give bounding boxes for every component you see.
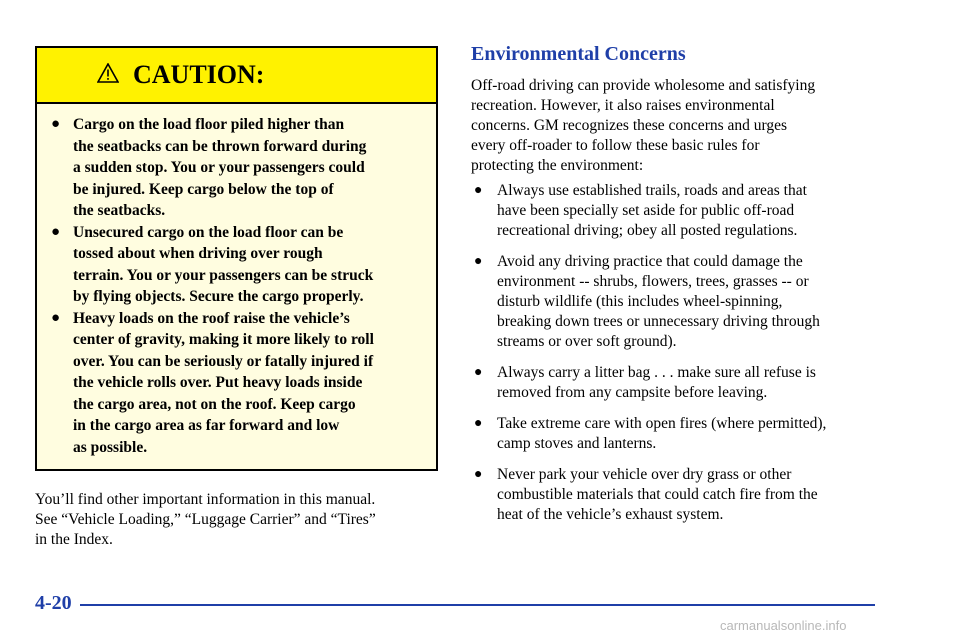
footer-rule xyxy=(80,604,875,606)
caution-title: CAUTION: xyxy=(133,60,265,89)
caution-item xyxy=(37,308,436,459)
environment-rules-list xyxy=(471,181,911,536)
bullet-icon: ● xyxy=(474,416,483,431)
bullet-icon: ● xyxy=(474,254,483,269)
list-item xyxy=(471,414,911,454)
caution-header xyxy=(37,48,436,104)
bullet-icon: ● xyxy=(474,365,483,380)
list-item-text: Take extreme care with open fires (where permitted), camp stoves and lanterns. xyxy=(497,415,827,452)
list-item-text: Always use established trails, roads and areas that have been specially set aside for public off‐road recreational driving; obey all posted regulations. xyxy=(497,182,807,239)
bullet-icon: ● xyxy=(51,223,61,240)
list-item xyxy=(471,181,911,241)
list-item-text: Never park your vehicle over dry grass or other combustible materials that could catch fire from the heat of the vehicle’s exhaust system. xyxy=(497,466,818,523)
caution-item-text: Unsecured cargo on the load floor can be tossed about when driving over rough terrain. You or your passengers can be struck by flying objects. Secure the cargo properly. xyxy=(73,223,374,305)
caution-item-text: Cargo on the load floor piled higher than the seatbacks can be thrown forward during a sudden stop. You or your passengers could be injured. Keep cargo below the top of the seatbacks. xyxy=(73,116,367,219)
list-item xyxy=(471,363,911,403)
bullet-icon: ● xyxy=(474,467,483,482)
bullet-icon: ● xyxy=(51,116,61,132)
list-item xyxy=(471,252,911,352)
watermark: carmanualsonline.info xyxy=(720,618,847,633)
caution-list xyxy=(37,114,436,458)
list-item-text: Always carry a litter bag . . . make sure all refuse is removed from any campsite before leaving. xyxy=(497,364,816,401)
bullet-icon: ● xyxy=(474,183,483,198)
caution-item-text: Heavy loads on the roof raise the vehicle’s center of gravity, making it more likely to roll over. You can be seriously or fatally injured if the vehicle rolls over. Put heavy loads inside the cargo area, not on the roof. Keep cargo in the cargo area as far forward and low as possible. xyxy=(73,309,374,456)
caution-box xyxy=(35,46,438,471)
caution-item xyxy=(37,222,436,308)
caution-item xyxy=(37,114,436,222)
info-paragraph: You’ll find other important information in this manual. See “Vehicle Loading,” “Luggage Carrier” and “Tires” in the Index. xyxy=(35,491,376,548)
section-title: Environmental Concerns xyxy=(471,43,686,65)
page-number: 4-20 xyxy=(35,592,72,614)
list-item xyxy=(471,465,911,525)
warning-triangle-icon xyxy=(97,63,119,83)
intro-paragraph: Off‐road driving can provide wholesome and satisfying recreation. However, it also raises environmental concerns. GM recognizes these concerns and urges every off‐roader to follow these basic rules for protecting the environment: xyxy=(471,77,816,174)
bullet-icon: ● xyxy=(51,309,61,326)
list-item-text: Avoid any driving practice that could damage the environment -- shrubs, flowers, trees, grasses -- or disturb wildlife (this includes wheel‐spinning, breaking down trees or unnecessary driving through streams or over soft ground). xyxy=(497,253,820,350)
